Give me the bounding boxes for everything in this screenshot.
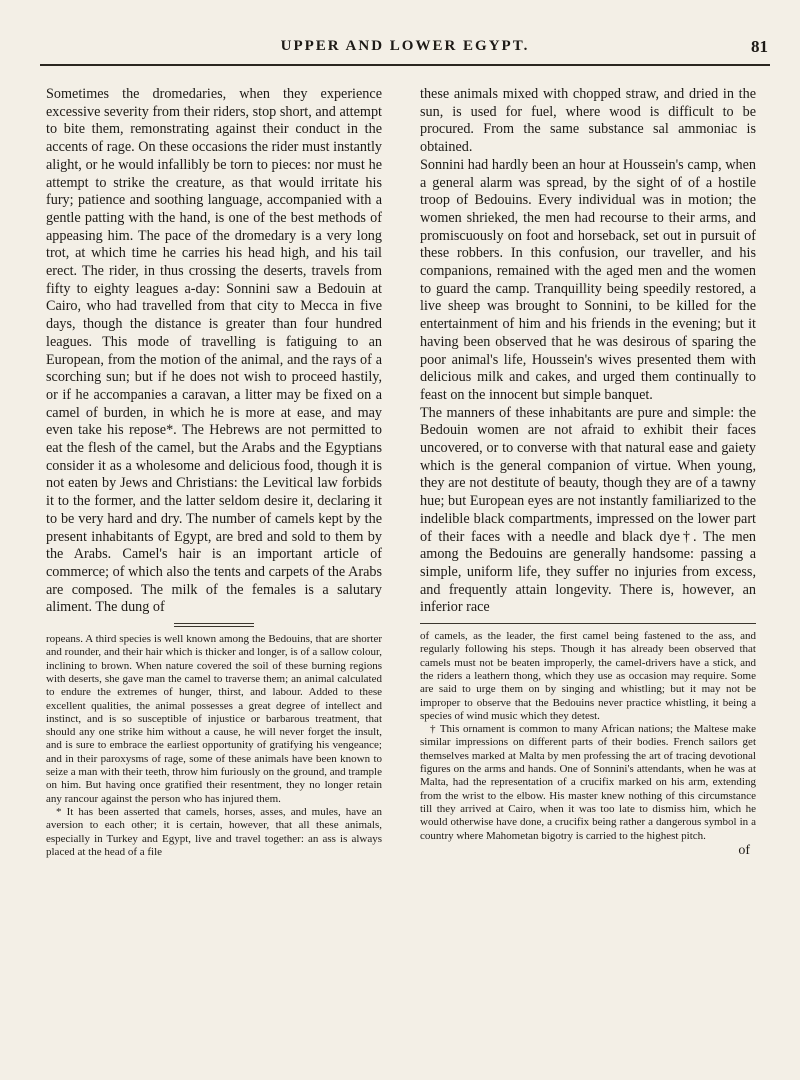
left-footnotes: [46, 633, 382, 859]
left-body-paragraph: Sometimes the dromedaries, when they experience excessive severity from their riders, stop short, and attempt to bite them, remonstrating against their conduct in the accents of rage. On these occasions the rider must instantly alight, or he would infallibly be torn to pieces: nor must he attempt to strike the creature, as that would irritate his fury; patience and soothing language, accompanied with a gentle patting with the hand, is one of the best methods of appeasing him. The pace of the dromedary is a very long trot, at which time he carries his head high, and his tail erect. The rider, in thus crossing the deserts, travels from fifty to eighty leagues a-day: Sonnini saw a Bedouin at Cairo, who had travelled from that city to Mecca in five days, though the distance is greater than four hundred leagues. This mode of travelling is fatiguing to an European, from the motion of the animal, and the rays of a scorching sun; but if he does not wish to proceed hastily, or if he accompanies a caravan, a litter may be fixed on a camel of burden, in which he is more at ease, and may even take his repose*. The Hebrews are not permitted to eat the flesh of the camel, but the Arabs and the Egyptians consider it as a wholesome and delicious food, though it is not eaten by Jews and Christians: the Levitical law forbids it to the former, and the latter seldom desire it, declaring it to be very hard and dry. The number of camels kept by the present inhabitants of Egypt, are bred and sold to them by the Arabs. Camel's hair is an important article of commerce; of which also the tents and carpets of the Arabs are composed. The milk of the females is a salutary aliment. The dung of: [46, 86, 382, 616]
right-body-paragraph-3: The manners of these inhabitants are pure and simple: the Bedouin women are not afraid to exhibit their faces uncovered, or to converse with that natural ease and gaiety which is the general companion of virtue. When young, they are not destitute of beauty, though they are of a tawny hue; but European eyes are not instantly familiarized to the indelible black compartments, impressed on the lower part of their faces with a needle and black dye†. The men among the Bedouins are generally handsome: passing a simple, uniform life, they suffer no injuries from excess, and frequently attain longevity. There is, however, an inferior race: [420, 404, 756, 616]
right-footnotes: [420, 630, 756, 843]
page-number: 81: [751, 37, 768, 56]
footnote-asterisk: * It has been asserted that camels, horses, asses, and mules, have an aversion to each other; it is certain, however, that all these animals, especially in Turkey and Egypt, live and travel together: an ass is always placed at the head of a file: [46, 805, 382, 858]
footnote-continuation: ropeans. A third species is well known among the Bedouins, that are shorter and rounder, and their hair which is thicker and longer, is of a sallow colour, inclining to brown. When nature covered the soil of these burning regions with deserts, she gave man the camel to traverse them; an animal calculated to endure the extremes of hunger, thirst, and labour. Added to these excellent qualities, the animal possesses a great degree of intellect and instinct, and is so susceptible of injustice or barbarous treatment, that should any one strike him without a cause, he will never forget the insult, and is sure to embrace the earliest opportunity of gratifying his vengeance; and in their paroxysms of rage, some of these animals have been known to seize a man with their teeth, throw him furiously on the ground, and trample on him. But having once gratified their resentment, they no longer retain any rancour against the person who has injured them.: [46, 633, 382, 805]
page-header: [40, 36, 770, 66]
right-column: [420, 86, 756, 859]
catchword: of: [738, 842, 750, 858]
left-body-text: [46, 86, 382, 617]
right-body-paragraph-1: these animals mixed with chopped straw, and dried in the sun, is used for fuel, where wood is difficult to be procured. From the same substance sal ammoniac is obtained.: [420, 86, 756, 156]
right-body-text: [420, 86, 756, 617]
running-title: UPPER AND LOWER EGYPT.: [280, 38, 530, 54]
footnote-dagger: † This ornament is common to many African nations; the Maltese make similar impressions on different parts of their bodies. French sailors get themselves marked at Malta by men professing the art of tracing devotional figures on the arms and hands. One of Sonnini's attendants, when he was at Malta, had the representation of a crucifix marked on his arm, extending from the wrist to the elbow. His master knew nothing of this circumstance till they arrived at Cairo, when it was too late to dismiss him, which he would otherwise have done, a crucifix being rather a dangerous symbol in a country where Mahometan bigotry is carried to the highest pitch.: [420, 723, 756, 842]
footnote-continuation-right: of camels, as the leader, the first camel being fastened to the ass, and regularly following his steps. Though it has already been observed that camels must not be beaten improperly, the camel-drivers have a stick, and the riders a leathern thong, which they use as occasion may require. Some are said to urge them on by singing and whistling; but it may not be improper to observe that the Bedouins never practice whistling, it being a species of wind music which they detest.: [420, 630, 756, 722]
right-body-paragraph-2: Sonnini had hardly been an hour at Houssein's camp, when a general alarm was spread, by the sight of of a hostile troop of Bedouins. Every individual was in motion; the women shrieked, the men had recourse to their arms, and promiscuously on foot and horseback, set out in pursuit of these robbers. In this confusion, our traveller, and his companions, remained with the aged men and the women to guard the camp. Tranquillity being speedily restored, a live sheep was brought to Sonnini, to be killed for the entertainment of him and his friends in the evening; but it having been observed that he was desirous of sparing the poor animal's life, Houssein's wives presented them with delicious milk and cakes, and urged them continually to feast on the innocent but simple banquet.: [420, 156, 756, 403]
left-column: [46, 86, 382, 859]
footnote-divider: [174, 623, 254, 627]
footnote-divider-right: [420, 623, 756, 624]
